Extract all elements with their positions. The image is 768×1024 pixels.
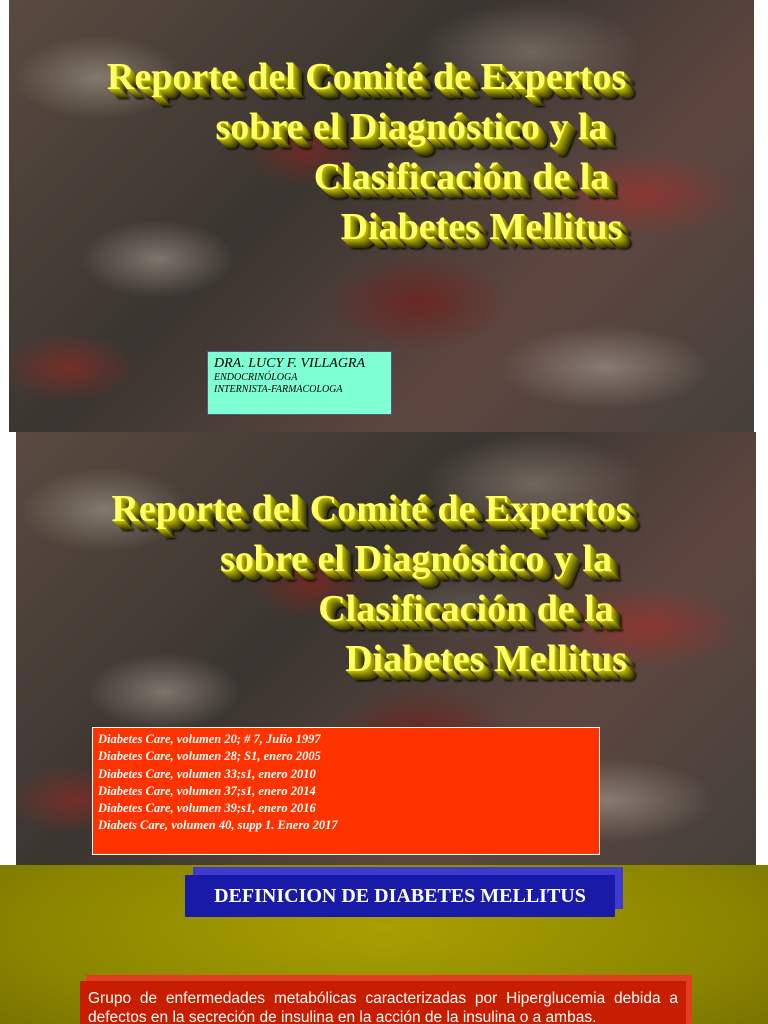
title-line: Reporte del Comité de Expertos — [106, 56, 627, 98]
slide-title-references — [16, 432, 756, 865]
reference-item: Diabetes Care, volumen 37;s1, enero 2014 — [98, 783, 316, 798]
definition-text: Grupo de enfermedades metabólicas caracterizadas por Hiperglucemia debida a defectos en la secreción de insulina en la acción de la insulina o a ambas. — [80, 981, 686, 1024]
title-line: Reporte del Comité de Expertos — [111, 488, 631, 530]
title-line: sobre el Diagnóstico y la — [220, 538, 612, 580]
reference-item: Diabetes Care, volumen 33;s1, enero 2010 — [98, 766, 316, 781]
author-box — [207, 351, 392, 415]
title-line: Diabetes Mellitus — [345, 638, 627, 680]
title-line: Diabetes Mellitus — [340, 206, 623, 248]
references-box — [92, 727, 600, 855]
slide-definition — [0, 865, 768, 1024]
author-name: DRA. LUCY F. VILLAGRA — [214, 356, 366, 371]
reference-item: Diabets Care, volumen 40, supp 1. Enero 2017 — [98, 818, 338, 833]
author-role: INTERNISTA-FARMACOLOGA — [214, 384, 343, 395]
definition-heading: DEFINICION DE DIABETES MELLITUS — [185, 875, 615, 917]
slide-title-author — [9, 0, 754, 432]
title-line: Clasificación de la — [318, 588, 614, 630]
reference-item: Diabetes Care, volumen 20; # 7, Julio 1997 — [98, 732, 321, 746]
title-line: sobre el Diagnóstico y la — [215, 106, 608, 148]
author-role: ENDOCRINÓLOGA — [214, 372, 298, 383]
title-line: Clasificación de la — [313, 156, 610, 198]
reference-item: Diabetes Care, volumen 39;s1, enero 2016 — [98, 801, 316, 816]
slide-title — [9, 52, 754, 252]
reference-item: Diabetes Care, volumen 28; S1, enero 2005 — [98, 749, 321, 764]
slide-title — [16, 484, 756, 684]
